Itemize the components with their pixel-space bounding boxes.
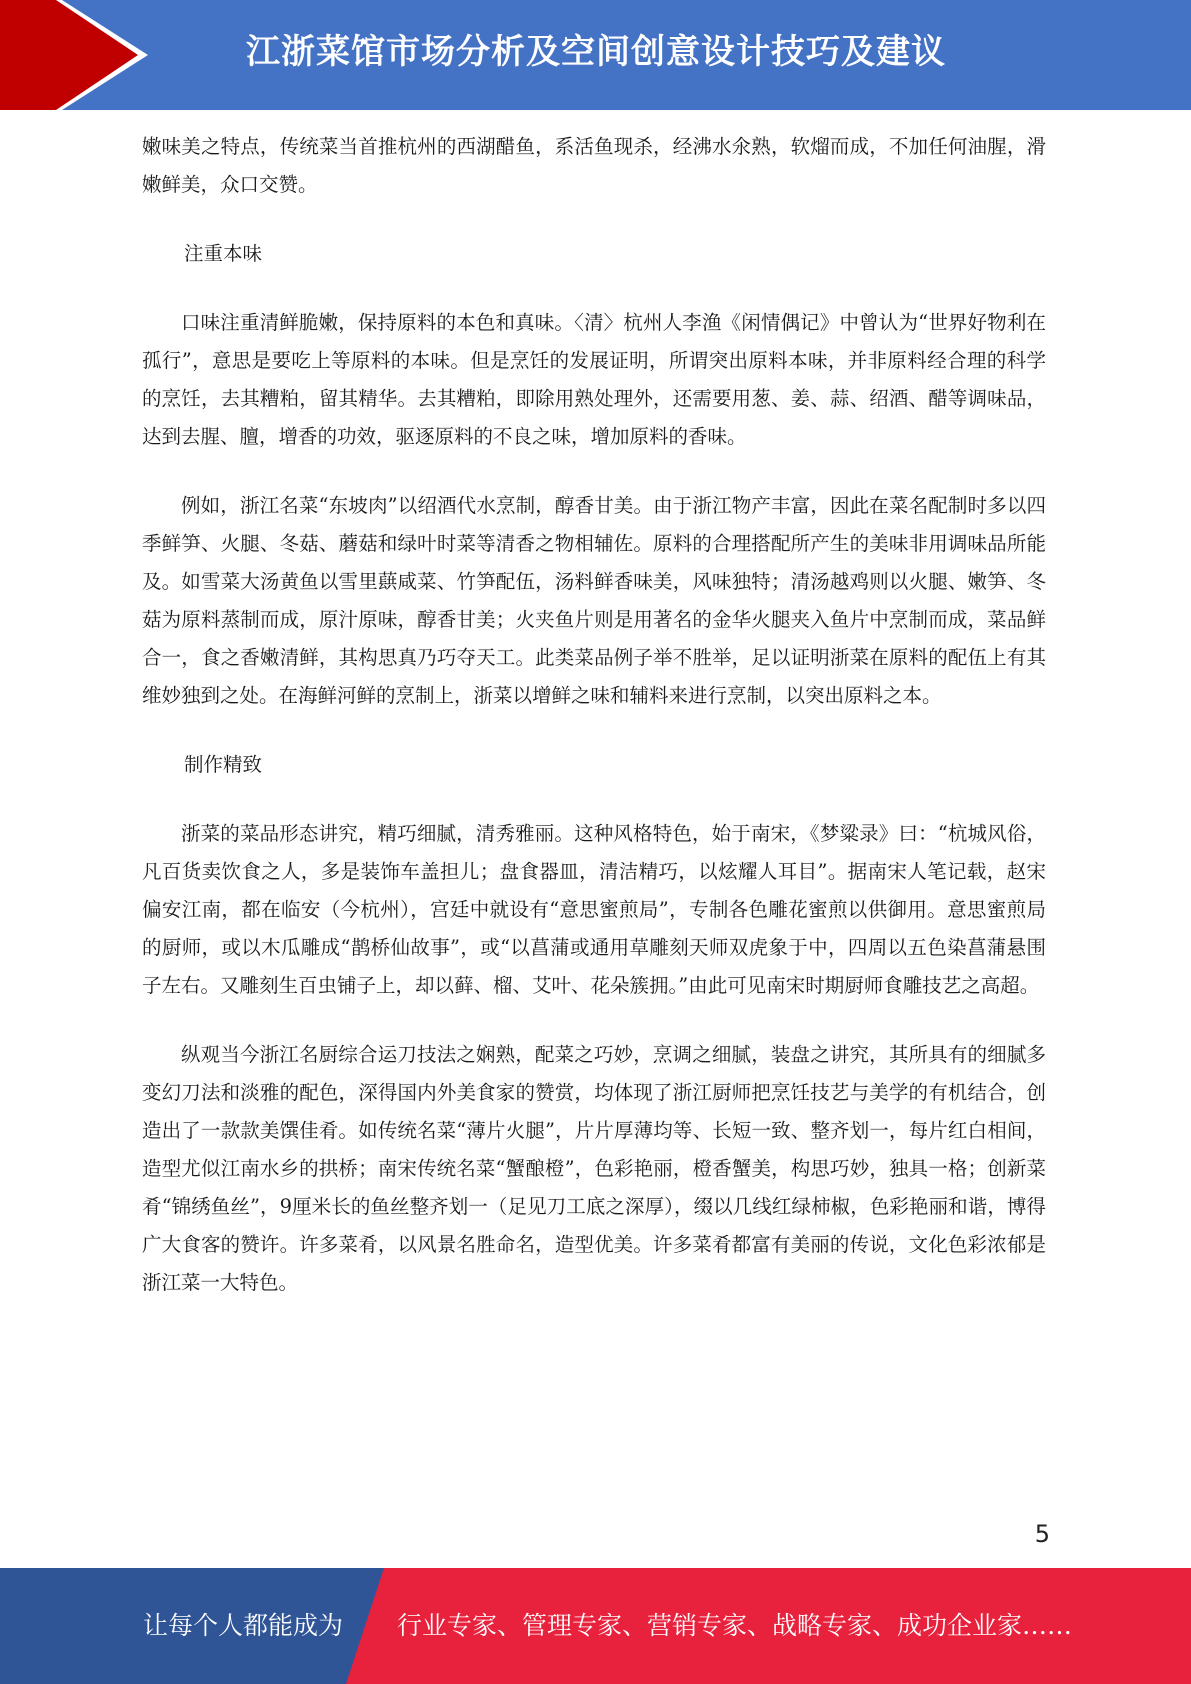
section-heading-fine-craft: 制作精致	[184, 753, 263, 776]
footer-slogan-right: 行业专家、管理专家、营销专家、战略专家、成功企业家……	[397, 1611, 1073, 1640]
document-body	[142, 128, 1046, 1302]
paragraph-gap	[142, 784, 1046, 815]
page-footer	[0, 1568, 1191, 1684]
footer-slogan-left: 让每个人都能成为	[143, 1611, 344, 1640]
paragraph-modern-chefs: 纵观当今浙江名厨综合运刀技法之娴熟，配菜之巧妙，烹调之细腻，装盘之讲究，其所具有的细腻多变幻刀法和淡雅的配色，深得国内外美食家的赞赏，均体现了浙江厨师把烹饪技艺与美学的有机结合，创造出了一款款美馔佳肴。如传统名菜“薄片火腿”，片片厚薄均等、长短一致、整齐划一，每片红白相间，造型尤似江南水乡的拱桥；南宋传统名菜“蟹酿橙”，色彩艳丽，橙香蟹美，构思巧妙，独具一格；创新菜肴“锦绣鱼丝”，9厘米长的鱼丝整齐划一（足见刀工底之深厚），缀以几线红绿柿椒，色彩艳丽和谐，博得广大食客的赞许。许多菜肴，以风景名胜命名，造型优美。许多菜肴都富有美丽的传说，文化色彩浓郁是浙江菜一大特色。	[142, 1043, 1046, 1294]
page-header	[0, 0, 1191, 110]
paragraph-gap	[142, 204, 1046, 235]
paragraph-natural-flavor: 口味注重清鲜脆嫩，保持原料的本色和真味。〈清〉杭州人李渔《闲情偶记》中曾认为“世界好物利在孤行”，意思是要吃上等原料的本味。但是烹饪的发展证明，所谓突出原料本味，并非原料经合理的科学的烹饪，去其糟粕，留其精华。去其糟粕，即除用熟处理外，还需要用葱、姜、蒜、绍酒、醋等调味品，达到去腥、膻，增香的功效，驱逐原料的不良之味，增加原料的香味。	[142, 311, 1046, 448]
page-title: 江浙菜馆市场分析及空间创意设计技巧及建议	[246, 32, 946, 72]
paragraph-gap	[142, 456, 1046, 487]
paragraph-gap	[142, 715, 1046, 746]
page-number: 5	[1034, 1520, 1050, 1548]
paragraph-gap	[142, 1005, 1046, 1036]
paragraph-examples: 例如，浙江名菜“东坡肉”以绍酒代水烹制，醇香甘美。由于浙江物产丰富，因此在菜名配制时多以四季鲜笋、火腿、冬菇、蘑菇和绿叶时菜等清香之物相辅佐。原料的合理搭配所产生的美味非用调味品所能及。如雪菜大汤黄鱼以雪里蕻咸菜、竹笋配伍，汤料鲜香味美，风味独特；清汤越鸡则以火腿、嫩笋、冬菇为原料蒸制而成，原汁原味，醇香甘美；火夹鱼片则是用著名的金华火腿夹入鱼片中烹制而成，菜品鲜合一，食之香嫩清鲜，其构思真乃巧夺天工。此类菜品例子举不胜举，足以证明浙菜在原料的配伍上有其维妙独到之处。在海鲜河鲜的烹制上，浙菜以增鲜之味和辅料来进行烹制，以突出原料之本。	[142, 494, 1046, 707]
paragraph-gap	[142, 273, 1046, 304]
paragraph-fine-craft: 浙菜的菜品形态讲究，精巧细腻，清秀雅丽。这种风格特色，始于南宋，《梦粱录》曰：“杭城风俗，凡百货卖饮食之人，多是装饰车盖担儿；盘食器皿，清洁精巧，以炫耀人耳目”。据南宋人笔记载，赵宋偏安江南，都在临安（今杭州），宫廷中就设有“意思蜜煎局”，专制各色雕花蜜煎以供御用。意思蜜煎局的厨师，或以木瓜雕成“鹊桥仙故事”，或“以菖蒲或通用草雕刻天师双虎象于中，四周以五色染菖蒲悬围子左右。又雕刻生百虫铺子上，却以藓、榴、艾叶、花朵簇拥。”由此可见南宋时期厨师食雕技艺之高超。	[142, 822, 1046, 997]
paragraph-continuation: 嫩味美之特点，传统菜当首推杭州的西湖醋鱼，系活鱼现杀，经沸水氽熟，软熘而成，不加任何油腥，滑嫩鲜美，众口交赞。	[142, 135, 1046, 196]
section-heading-natural-flavor: 注重本味	[184, 242, 263, 265]
